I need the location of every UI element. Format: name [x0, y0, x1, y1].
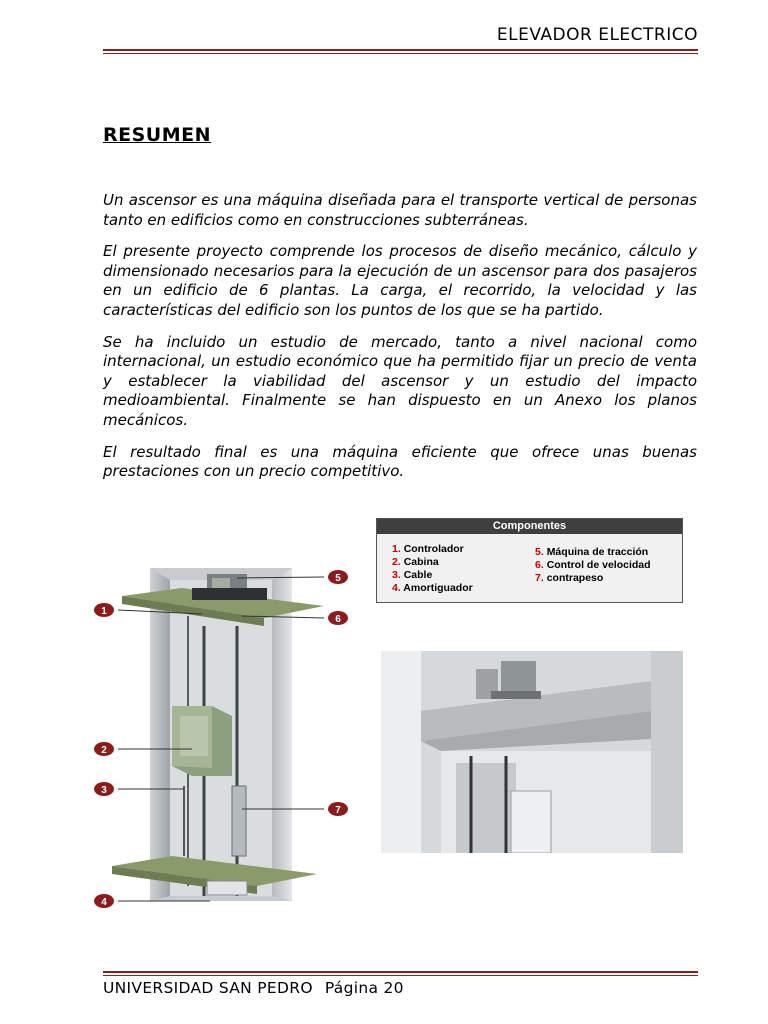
paragraph: El resultado final es una máquina eficiente que ofrece unas buenas prestaciones con un precio competitivo. [103, 442, 697, 481]
elevator-shaft-render [381, 651, 683, 853]
svg-text:5: 5 [335, 573, 341, 584]
callout-1 [94, 603, 114, 617]
callout-2 [94, 742, 114, 756]
footer-institution: UNIVERSIDAD SAN PEDRO [103, 979, 313, 997]
svg-text:6: 6 [335, 614, 341, 625]
callout-6 [328, 611, 348, 625]
callout-4 [94, 894, 114, 908]
components-legend [376, 518, 683, 603]
legend-item: 3. Cable [392, 569, 433, 581]
document-header-title: ELEVADOR ELECTRICO [496, 25, 698, 45]
abstract-body [103, 191, 697, 494]
svg-text:1: 1 [101, 606, 107, 617]
paragraph: El presente proyecto comprende los procesos de diseño mecánico, cálculo y dimensionado necesarios para la ejecución de un ascensor para dos pasajeros en un edificio de 6 plantas. La carga, el recorrido, la velocidad y las características del edificio son los puntos de los que se ha partido. [103, 242, 697, 319]
svg-text:4: 4 [101, 897, 107, 908]
legend-item: 6. Control de velocidad [535, 559, 651, 571]
page-number: Página 20 [324, 979, 404, 997]
elevator-cutaway-illustration [92, 556, 352, 918]
legend-column-right [535, 546, 651, 585]
legend-item: 1. Controlador [392, 543, 464, 555]
header-divider [103, 49, 698, 54]
legend-title: Componentes [377, 519, 682, 534]
callout-7 [328, 802, 348, 816]
callout-3 [94, 782, 114, 796]
callout-5 [328, 570, 348, 584]
legend-item: 2. Cabina [392, 556, 439, 568]
legend-column-left [392, 543, 473, 595]
legend-item: 7. contrapeso [535, 572, 604, 584]
footer-divider [103, 971, 698, 976]
legend-item: 4. Amortiguador [392, 582, 473, 594]
legend-item: 5. Máquina de tracción [535, 546, 649, 558]
paragraph: Se ha incluido un estudio de mercado, tanto a nivel nacional como internacional, un estudio económico que ha permitido fijar un precio de venta y establecer la viabilidad del ascensor y un estudio del impacto medioambiental. Finalmente se han dispuesto en un Anexo los planos mecánicos. [103, 332, 697, 429]
paragraph: Un ascensor es una máquina diseñada para el transporte vertical de personas tanto en edificios como en construcciones subterráneas. [103, 191, 697, 229]
svg-text:3: 3 [101, 785, 107, 796]
svg-text:7: 7 [335, 805, 341, 816]
page-footer [103, 979, 404, 997]
section-title: RESUMEN [103, 124, 212, 146]
svg-text:2: 2 [101, 745, 107, 756]
